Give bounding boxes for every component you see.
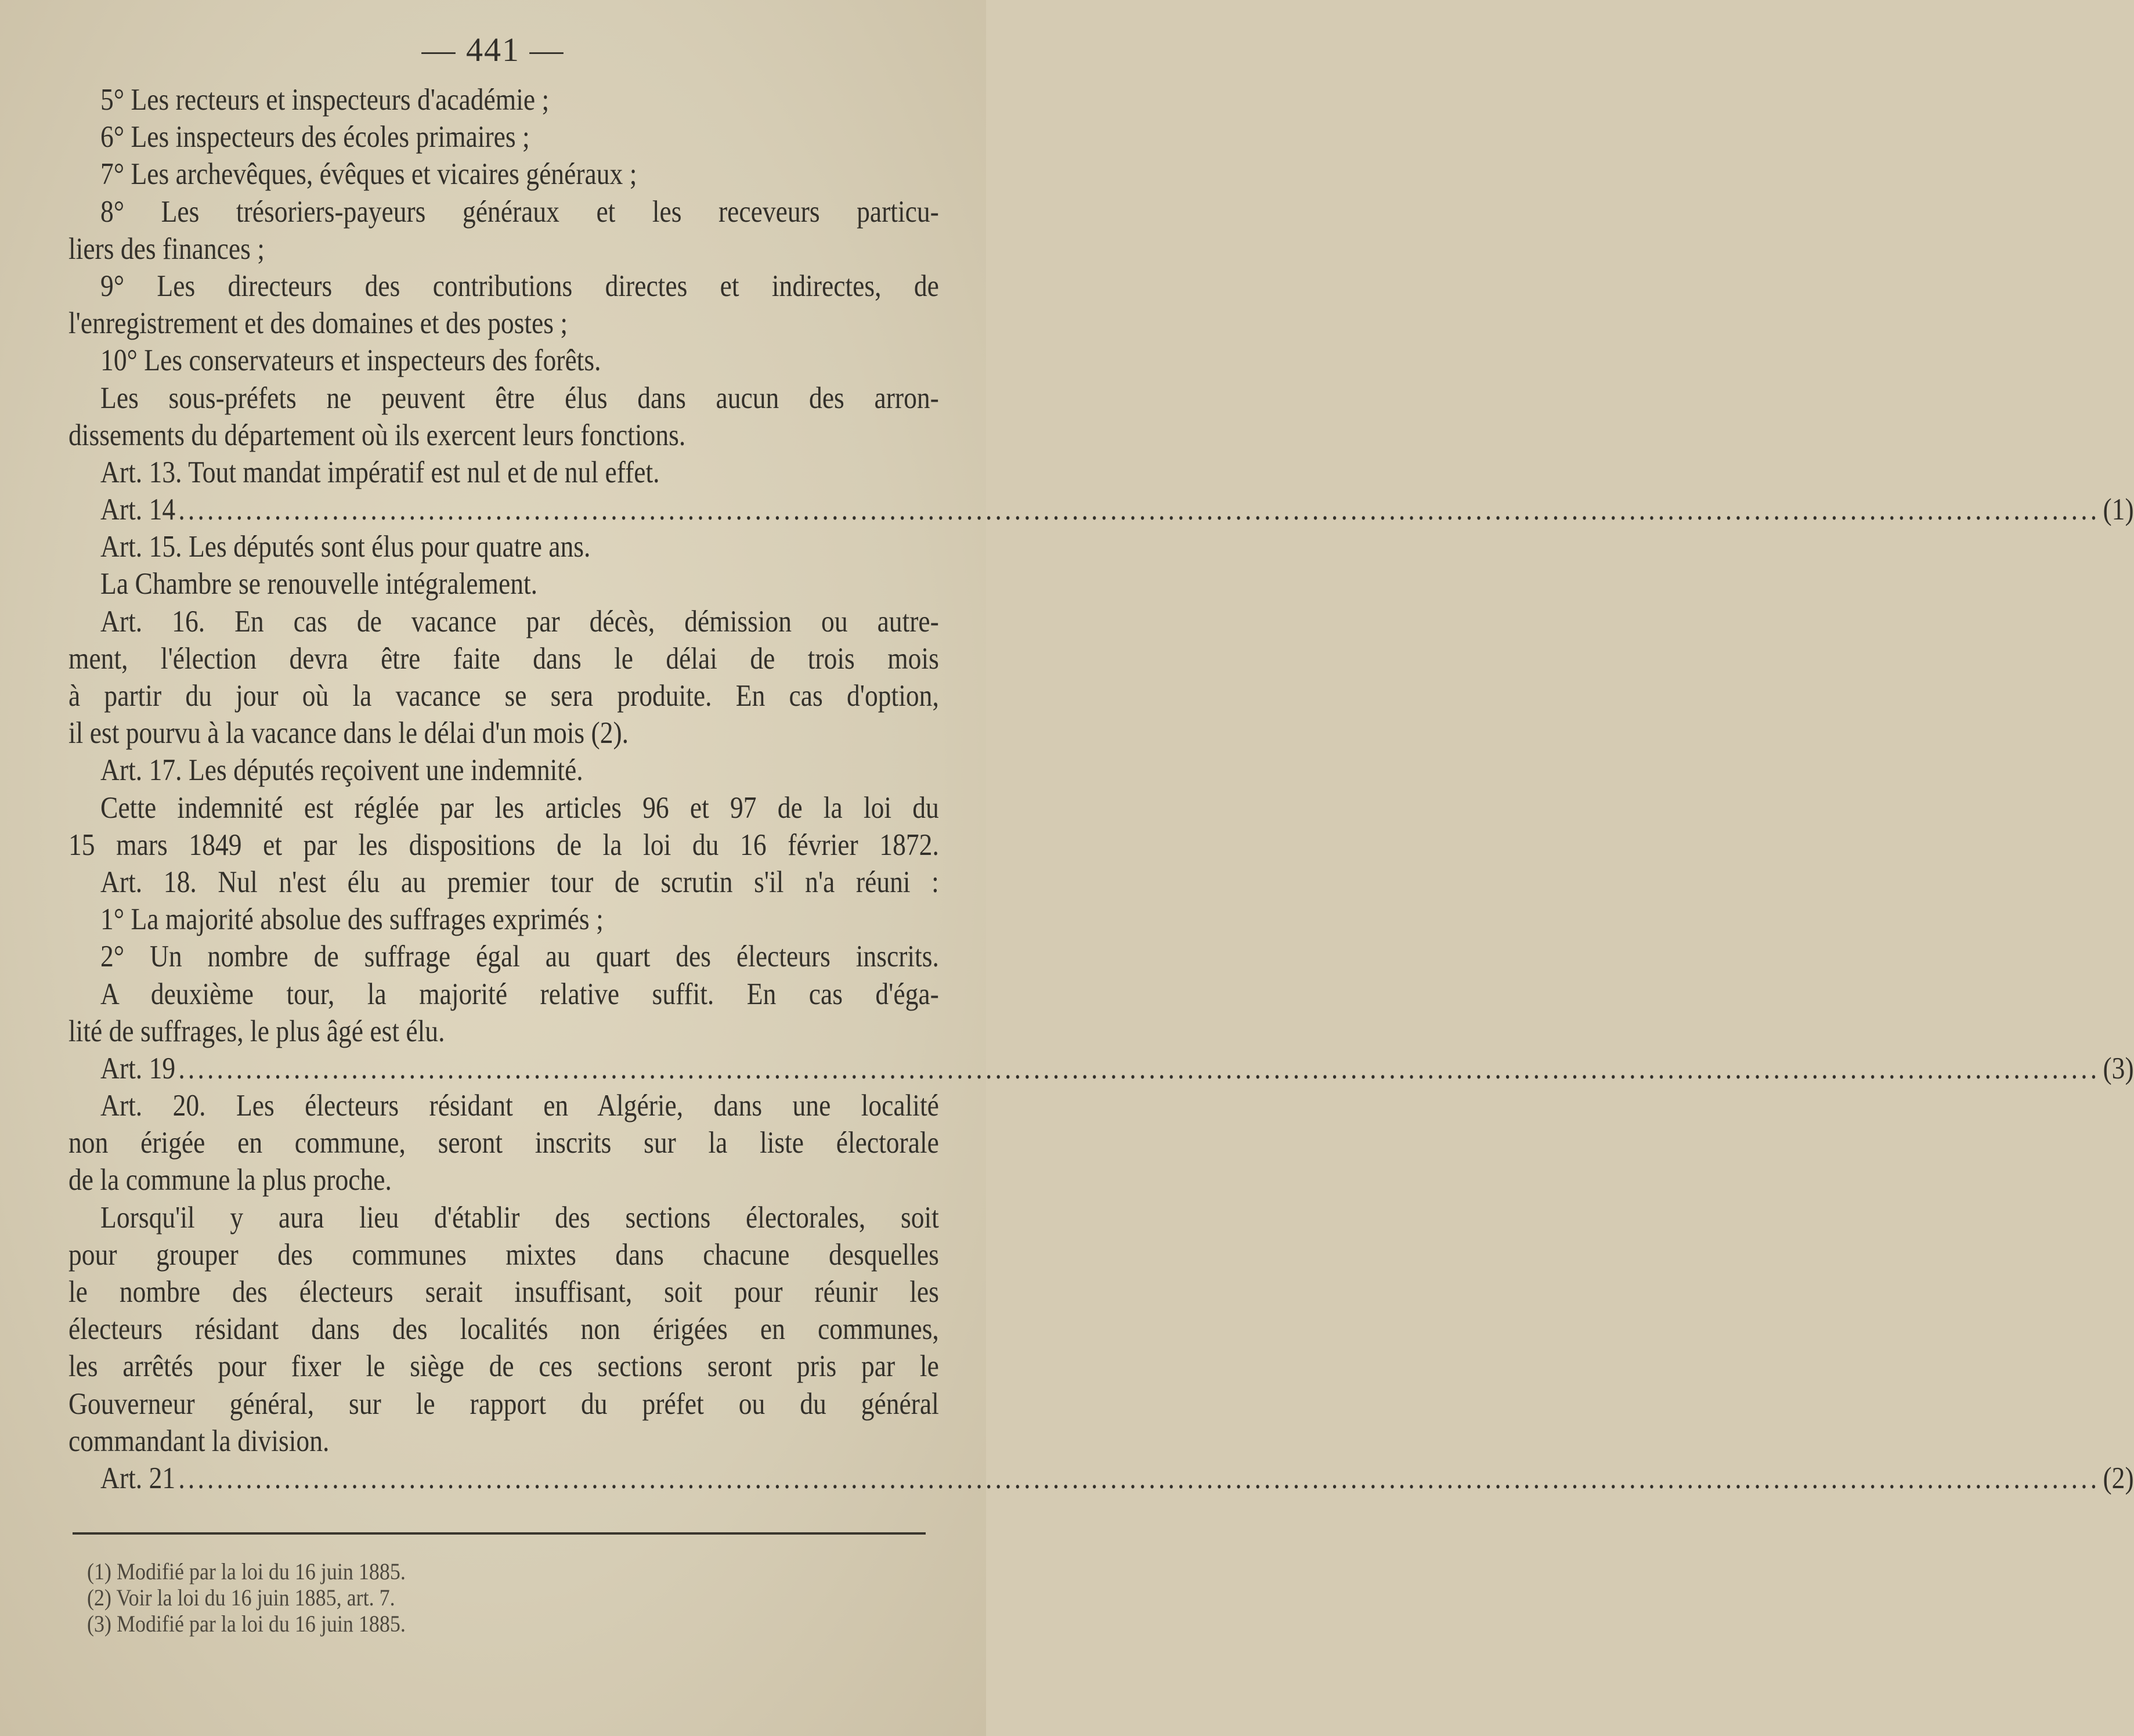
body-text <box>68 81 2134 1497</box>
text-line: Art. 13. Tout mandat impératif est nul et de nul effet. <box>100 455 660 489</box>
footnote-divider <box>73 1532 926 1535</box>
text-line: Les sous-préfets ne peuvent être élus dans aucun des arron- <box>100 381 939 415</box>
text-line: lité de suffrages, le plus âgé est élu. <box>68 1014 445 1048</box>
text-line: 15 mars 1849 et par les dispositions de la loi du 16 février 1872. <box>68 828 939 862</box>
text-line: Art. 20. Les électeurs résidant en Algérie, dans une localité <box>100 1089 939 1123</box>
text-line: dissements du département où ils exercent leurs fonctions. <box>68 418 686 452</box>
text-line: Cette indemnité est réglée par les articles 96 et 97 de la loi du <box>100 791 939 825</box>
text-line: La Chambre se renouvelle intégralement. <box>100 567 538 601</box>
text-line: 10° Les conservateurs et inspecteurs des forêts. <box>100 344 601 378</box>
text-line: ment, l'élection devra être faite dans le délai de trois mois <box>68 641 939 676</box>
text-line: 6° Les inspecteurs des écoles primaires ; <box>100 120 530 154</box>
dot-leader: ........................................................................................................................................................................................................ <box>178 1051 2100 1085</box>
page-number: — 441 — <box>421 31 565 68</box>
text-line: les arrêtés pour fixer le siège de ces sections seront pris par le <box>68 1349 939 1384</box>
text-line <box>68 491 2134 528</box>
text-line: électeurs résidant dans des localités non érigées en communes, <box>68 1312 939 1347</box>
text-line: Gouverneur général, sur le rapport du préfet ou du général <box>68 1387 939 1421</box>
text-line: liers des finances ; <box>68 232 265 266</box>
text-line: Art. 16. En cas de vacance par décès, démission ou autre- <box>100 604 939 638</box>
dot-leader: ........................................................................................................................................................................................................ <box>178 493 2100 527</box>
text-line <box>68 1460 2134 1497</box>
text-line: Art. 17. Les députés reçoivent une indemnité. <box>100 753 583 788</box>
text-line: 7° Les archevêques, évêques et vicaires généraux ; <box>100 157 637 192</box>
article-label: Art. 21 <box>100 1461 176 1495</box>
text-line: A deuxième tour, la majorité relative suffit. En cas d'éga- <box>100 977 939 1011</box>
text-line: 8° Les trésoriers-payeurs généraux et les receveurs particu- <box>100 194 939 229</box>
footnote-ref: (1) <box>2103 493 2134 527</box>
text-line: 5° Les recteurs et inspecteurs d'académie ; <box>100 83 550 117</box>
footnote: (3) Modifié par la loi du 16 juin 1885. <box>87 1611 406 1637</box>
footnote: (2) Voir la loi du 16 juin 1885, art. 7. <box>87 1585 395 1611</box>
dot-leader: ........................................................................................................................................................................................................ <box>178 1461 2100 1495</box>
text-line: pour grouper des communes mixtes dans chacune desquelles <box>68 1237 939 1272</box>
text-line: Art. 15. Les députés sont élus pour quatre ans. <box>100 530 591 564</box>
text-line: à partir du jour où la vacance se sera produite. En cas d'option, <box>68 679 939 713</box>
text-line: de la commune la plus proche. <box>68 1163 392 1197</box>
footnote: (1) Modifié par la loi du 16 juin 1885. <box>87 1558 406 1585</box>
text-line: non érigée en commune, seront inscrits sur la liste électorale <box>68 1126 939 1160</box>
text-line: Art. 18. Nul n'est élu au premier tour de scrutin s'il n'a réuni : <box>100 865 939 899</box>
article-label: Art. 19 <box>100 1051 176 1085</box>
footnote-ref: (2) <box>2103 1461 2134 1495</box>
text-line: commandant la division. <box>68 1424 330 1458</box>
text-line: 2° Un nombre de suffrage égal au quart des électeurs inscrits. <box>100 940 939 974</box>
footnote-ref: (3) <box>2103 1051 2134 1085</box>
footnotes <box>87 1558 406 1637</box>
text-line: le nombre des électeurs serait insuffisant, soit pour réunir les <box>68 1275 939 1309</box>
text-line: 1° La majorité absolue des suffrages exprimés ; <box>100 903 604 937</box>
text-line: 9° Les directeurs des contributions directes et indirectes, de <box>100 269 939 303</box>
text-line: Lorsqu'il y aura lieu d'établir des sections électorales, soit <box>100 1200 939 1235</box>
article-label: Art. 14 <box>100 493 176 527</box>
text-line: il est pourvu à la vacance dans le délai d'un mois (2). <box>68 716 629 750</box>
text-line <box>68 1050 2134 1087</box>
text-line: l'enregistrement et des domaines et des postes ; <box>68 306 568 341</box>
